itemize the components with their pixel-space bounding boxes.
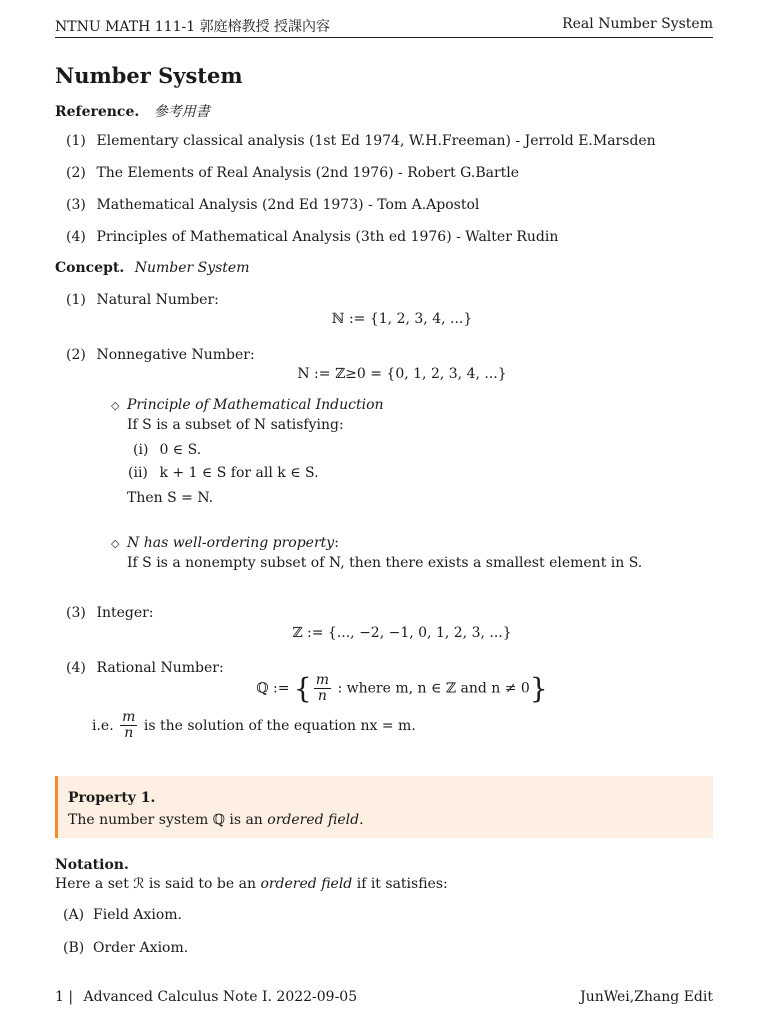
property-text	[68, 812, 364, 828]
property-text-lead: The number system ℚ is an	[68, 812, 263, 828]
reference-item	[66, 229, 558, 245]
nonnegative-number-label: Nonnegative Number:	[96, 347, 255, 363]
notation-text-end: if it satisfies:	[356, 876, 448, 892]
property-term: ordered field	[267, 812, 360, 828]
notation-item-text: Order Axiom.	[93, 940, 189, 956]
reference-item-text: Mathematical Analysis (2nd Ed 1973) - Tom A.Apostol	[96, 197, 480, 213]
header-rule	[55, 37, 713, 38]
reference-label: Reference.	[55, 104, 140, 120]
item-number: (2)	[66, 347, 86, 363]
notation-item-text: Field Axiom.	[93, 907, 183, 923]
reference-item-number: (3)	[66, 197, 86, 213]
rational-condition: : where m, n ∈ ℤ and n ≠ 0	[337, 680, 530, 697]
fraction	[120, 710, 137, 742]
item-number: (3)	[66, 605, 86, 621]
reference-subtitle: 參考用書	[153, 104, 210, 120]
reference-item-number: (2)	[66, 165, 86, 181]
item-number: (4)	[66, 660, 86, 676]
well-ordering-colon: :	[334, 535, 339, 551]
property-box	[55, 776, 713, 838]
fraction-denominator: n	[124, 725, 134, 742]
reference-item	[66, 197, 479, 213]
natural-number-label: Natural Number:	[96, 292, 219, 308]
diamond-bullet-icon: ◇	[111, 399, 120, 412]
reference-item-number: (4)	[66, 229, 86, 245]
condition-text: k + 1 ∈ S for all k ∈ S.	[159, 465, 319, 481]
fraction	[314, 673, 331, 705]
notation-text	[55, 876, 448, 892]
diamond-bullet-icon: ◇	[111, 537, 120, 550]
induction-intro: If S is a subset of N satisfying:	[127, 417, 344, 433]
well-ordering-term: well-ordering property	[172, 535, 335, 551]
concept-heading	[55, 260, 250, 276]
induction-bullet	[111, 397, 384, 413]
well-ordering-lead: N has	[127, 535, 169, 551]
fraction-denominator: n	[317, 688, 327, 704]
reference-item	[66, 165, 519, 181]
notation-term: ordered field	[260, 876, 353, 892]
item-number: (A)	[63, 907, 85, 923]
notation-label: Notation.	[55, 857, 129, 873]
induction-condition-1	[133, 442, 201, 458]
fraction-numerator: m	[315, 671, 330, 688]
page-title: Number System	[55, 63, 243, 88]
condition-number: (i)	[133, 442, 149, 458]
induction-condition-2	[128, 465, 319, 481]
running-header-right: Real Number System	[562, 16, 713, 32]
reference-item-text: Principles of Mathematical Analysis (3th ed 1976) - Walter Rudin	[96, 229, 559, 245]
left-brace: {	[293, 672, 312, 705]
integer-formula: ℤ := {..., −2, −1, 0, 1, 2, 3, ...}	[292, 625, 512, 641]
nonnegative-number-item	[66, 347, 255, 363]
integer-label: Integer:	[96, 605, 154, 621]
natural-number-formula: ℕ := {1, 2, 3, 4, ...}	[331, 311, 473, 327]
nonnegative-number-formula: N := ℤ≥0 = {0, 1, 2, 3, 4, ...}	[297, 366, 507, 382]
running-header-left: NTNU MATH 111-1 郭庭榕教授 授課內容	[55, 19, 331, 35]
reference-item-number: (1)	[66, 133, 86, 149]
condition-number: (ii)	[128, 465, 148, 481]
rational-formula	[0, 672, 768, 705]
footer-right: JunWei,Zhang Edit	[580, 989, 713, 1005]
ie-text: is the solution of the equation nx = m.	[143, 717, 416, 734]
rational-label: Rational Number:	[96, 660, 224, 676]
rational-ie	[92, 710, 416, 742]
induction-title: Principle of Mathematical Induction	[127, 397, 384, 413]
concept-subtitle: Number System	[134, 260, 250, 276]
notation-text-lead: Here a set ℛ is said to be an	[55, 876, 256, 892]
reference-item-text: The Elements of Real Analysis (2nd 1976) - Robert G.Bartle	[96, 165, 520, 181]
reference-heading	[55, 101, 210, 121]
notation-item	[63, 907, 182, 923]
item-number: (B)	[63, 940, 85, 956]
concept-label: Concept.	[55, 260, 125, 276]
property-label: Property 1.	[68, 790, 156, 806]
fraction-numerator: m	[122, 709, 136, 725]
induction-conclusion: Then S = N.	[127, 490, 214, 506]
right-brace: }	[529, 672, 548, 705]
integer-item	[66, 605, 154, 621]
item-number: (1)	[66, 292, 86, 308]
reference-item	[66, 133, 656, 149]
reference-item-text: Elementary classical analysis (1st Ed 1974, W.H.Freeman) - Jerrold E.Marsden	[96, 133, 656, 149]
footer-left	[55, 989, 357, 1005]
well-ordering-text: If S is a nonempty subset of N, then there exists a smallest element in S.	[127, 555, 643, 571]
footer-title: Advanced Calculus Note I. 2022-09-05	[83, 989, 358, 1005]
property-text-end: .	[359, 812, 364, 828]
well-ordering-bullet	[111, 535, 339, 551]
rational-lhs: ℚ :=	[256, 680, 290, 697]
condition-text: 0 ∈ S.	[159, 442, 202, 458]
ie-lead: i.e.	[92, 717, 114, 734]
notation-item	[63, 940, 188, 956]
page-number: 1 |	[55, 989, 74, 1005]
natural-number-item	[66, 292, 219, 308]
